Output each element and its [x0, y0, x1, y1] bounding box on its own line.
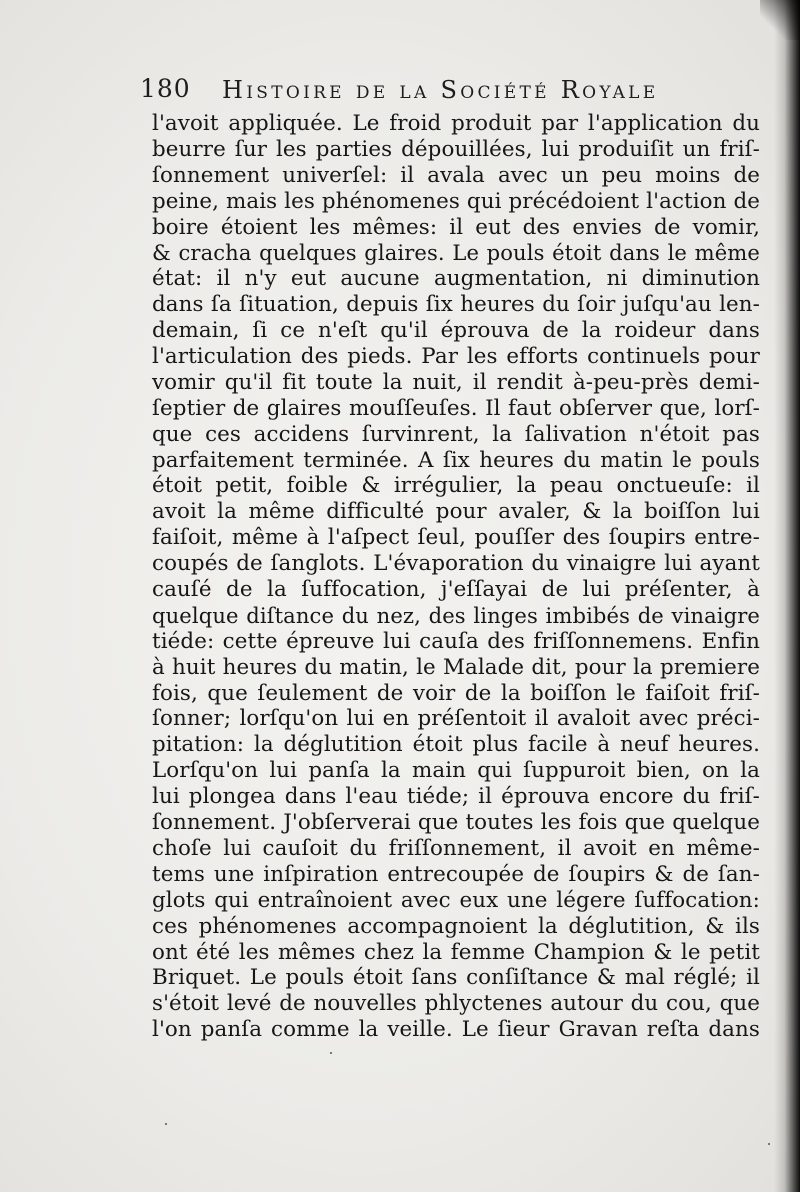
text-line: s'étoit levé de nouvelles phlyctenes autour du cou, que	[152, 991, 760, 1017]
running-title: Histoire de la Société Royale	[222, 76, 659, 104]
text-line: ſonner; lorſqu'on lui en préſentoit il avaloit avec préci-	[152, 706, 760, 732]
text-line: faiſoit, même à l'aſpect ſeul, pouſſer des ſoupirs entre-	[152, 525, 760, 551]
text-line: avoit la même difficulté pour avaler, & la boiſſon lui	[152, 499, 760, 525]
text-line: état: il n'y eut aucune augmentation, ni diminution	[152, 266, 760, 292]
text-line: tiéde: cette épreuve lui cauſa des friſſonnemens. Enfin	[152, 628, 760, 654]
corner-shadow	[760, 0, 800, 40]
text-line: Briquet. Le pouls étoit ſans conſiſtance & mal réglé; il	[152, 965, 760, 991]
text-line: peine, mais les phénomenes qui précédoient l'action de	[152, 188, 760, 214]
binding-shadow	[774, 0, 800, 1192]
text-line: ſeptier de glaires mouſſeuſes. Il faut obſerver que, lorſ-	[152, 395, 760, 421]
text-line: & cracha quelques glaires. Le pouls étoit dans le même	[152, 240, 760, 266]
text-line: ſonnement. J'obſerverai que toutes les fois que quelque	[152, 810, 760, 836]
text-line: parfaitement terminée. A ſix heures du matin le pouls	[152, 447, 760, 473]
text-line: fois, que ſeulement de voir de la boiſſon le faiſoit friſ-	[152, 680, 760, 706]
paper-speck	[330, 1052, 332, 1054]
text-line: l'on panſa comme la veille. Le ſieur Gravan reſta dans	[152, 1017, 760, 1043]
text-line: cauſé de la ſuffocation, j'eſſayai de lui préſenter, à	[152, 577, 760, 603]
text-line: à huit heures du matin, le Malade dit, pour la premiere	[152, 654, 760, 680]
text-line: demain, ſi ce n'eſt qu'il éprouva de la roideur dans	[152, 318, 760, 344]
paper-speck	[165, 1123, 167, 1125]
running-head	[140, 74, 740, 108]
text-line: beurre ſur les parties dépouillées, lui produiſit un friſ-	[152, 136, 760, 162]
text-line: que ces accidens ſurvinrent, la ſalivation n'étoit pas	[152, 421, 760, 447]
text-line: ſonnement univerſel: il avala avec un peu moins de	[152, 162, 760, 188]
text-line: ont été les mêmes chez la femme Champion & le petit	[152, 939, 760, 965]
text-line: vomir qu'il fit toute la nuit, il rendit à-peu-près demi-	[152, 369, 760, 395]
text-line: Lorſqu'on lui panſa la main qui ſuppuroit bien, on la	[152, 758, 760, 784]
text-line: coupés de ſanglots. L'évaporation du vinaigre lui ayant	[152, 551, 760, 577]
text-line: tems une inſpiration entrecoupée de ſoupirs & de ſan-	[152, 861, 760, 887]
text-line: choſe lui cauſoit du friſſonnement, il avoit en même-	[152, 835, 760, 861]
text-line: l'avoit appliquée. Le froid produit par l'application du	[152, 111, 760, 136]
paper-speck	[768, 1143, 770, 1145]
text-line: glots qui entraînoient avec eux une légere ſuffocation:	[152, 887, 760, 913]
text-line: ces phénomenes accompagnoient la déglutition, & ils	[152, 913, 760, 939]
text-line: boire étoient les mêmes: il eut des envies de vomir,	[152, 214, 760, 240]
text-line: l'articulation des pieds. Par les efforts continuels pour	[152, 344, 760, 370]
text-line: dans ſa ſituation, depuis ſix heures du ſoir juſqu'au len-	[152, 292, 760, 318]
text-line: quelque diſtance du nez, des linges imbibés de vinaigre	[152, 602, 760, 628]
text-line: lui plongea dans l'eau tiéde; il éprouva encore du friſ-	[152, 784, 760, 810]
text-line: pitation: la déglutition étoit plus facile à neuf heures.	[152, 732, 760, 758]
page-number: 180	[140, 74, 191, 103]
body-text	[152, 111, 760, 1043]
text-line: étoit petit, foible & irrégulier, la peau onctueuſe: il	[152, 473, 760, 499]
